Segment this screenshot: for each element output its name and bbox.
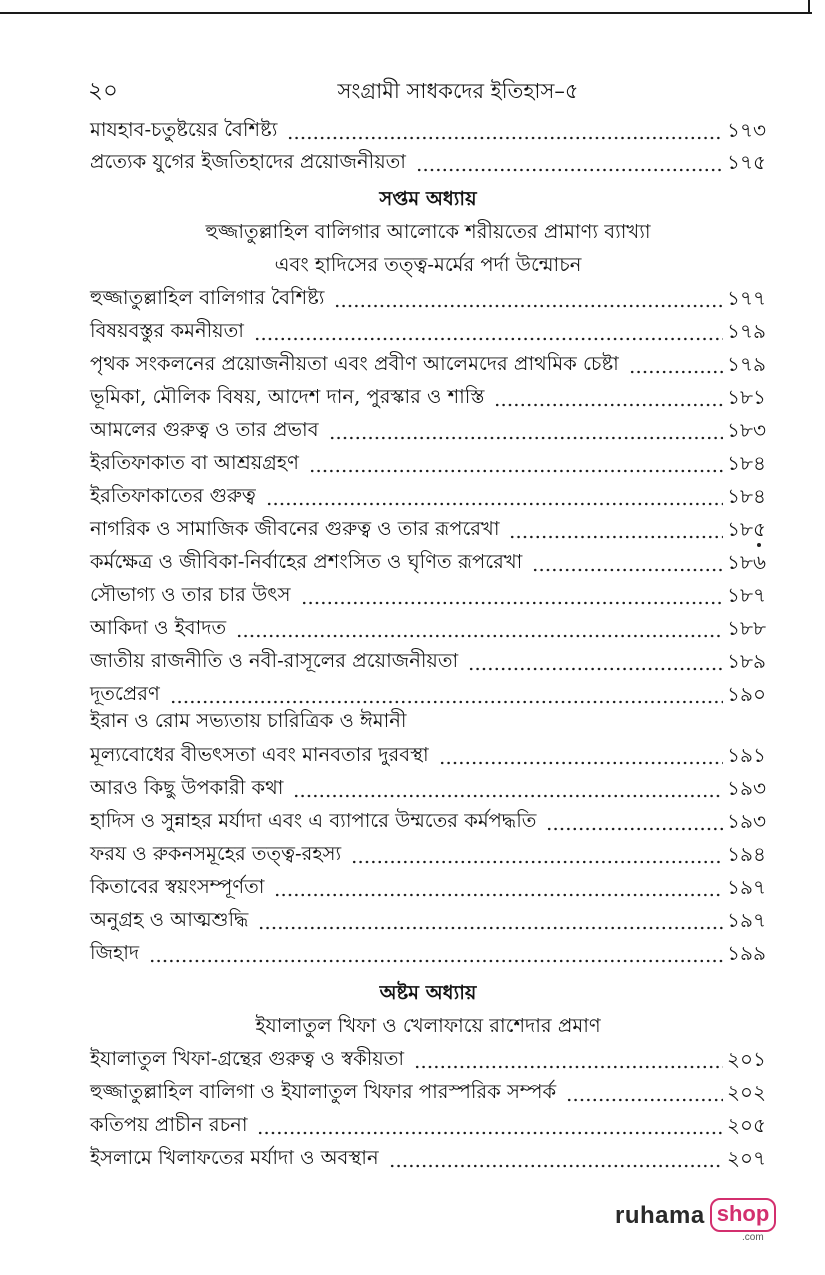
chapter-subtitle: হুজ্জাতুল্লাহিল বালিগার আলোকে শরীয়তের প্রামাণ্য ব্যাখ্যা: [205, 220, 651, 243]
page-header: [88, 74, 768, 110]
toc-entry: প্রত্যেক যুগের ইজতিহাদের প্রয়োজনীয়তা ১৭৫: [90, 145, 766, 177]
toc-entry: হুজ্জাতুল্লাহিল বালিগার বৈশিষ্ট্য ১৭৭: [90, 281, 766, 313]
dot-leader: [149, 938, 723, 968]
chapter-heading: অষ্টম অধ্যায়: [379, 981, 477, 1004]
dot-leader: [468, 646, 723, 676]
watermark-shop-badge: shop: [710, 1198, 776, 1232]
toc-entry: ইরতিফাকাতের গুরুত্ব ১৮৪: [90, 479, 766, 511]
dot-leader: [293, 773, 723, 803]
toc-entry: মূল্যবোধের বীভৎসতা এবং মানবতার দুরবস্থা ১৯১: [90, 738, 766, 770]
toc-entry: বিষয়বস্তুর কমনীয়তা ১৭৯: [90, 314, 766, 346]
page-corner-mark: [808, 0, 810, 14]
dot-leader: [236, 613, 723, 643]
toc-entry: হুজ্জাতুল্লাহিল বালিগা ও ইযালাতুল খিফার পারস্পরিক সম্পর্ক ২০২: [90, 1075, 766, 1107]
print-speck: [757, 543, 761, 547]
dot-leader: [287, 115, 723, 145]
toc-entry: ইসলামে খিলাফতের মর্যাদা ও অবস্থান ২০৭: [90, 1141, 766, 1173]
toc-entry: আকিদা ও ইবাদত ১৮৮: [90, 611, 766, 643]
dot-leader: [254, 316, 723, 346]
dot-leader: [329, 415, 723, 445]
dot-leader: [416, 147, 723, 177]
toc-entry: ফরয ও রুকনসমূহের তত্ত্ব-রহস্য ১৯৪: [90, 837, 766, 869]
toc-entry: কতিপয় প্রাচীন রচনা ২০৫: [90, 1108, 766, 1140]
dot-leader: [257, 1110, 723, 1140]
toc-entry: আমলের গুরুত্ব ও তার প্রভাব ১৮৩: [90, 413, 766, 445]
toc-entry: ইযালাতুল খিফা-গ্রন্থের গুরুত্ব ও স্বকীয়তা ২০১: [90, 1042, 766, 1074]
toc-entry: ইরতিফাকাত বা আশ্রয়গ্রহণ ১৮৪: [90, 446, 766, 478]
toc-entry: কিতাবের স্বয়ংসম্পূর্ণতা ১৯৭: [90, 870, 766, 902]
toc-entry: সৌভাগ্য ও তার চার উৎস ১৮৭: [90, 578, 766, 610]
dot-leader: [509, 514, 723, 544]
ruhamashop-watermark-logo: [615, 1198, 783, 1242]
dot-leader: [494, 382, 723, 412]
toc-entry: কর্মক্ষেত্র ও জীবিকা-নির্বাহের প্রশংসিত ও ঘৃণিত রূপরেখা ১৮৬: [90, 545, 766, 577]
chapter-heading: সপ্তম অধ্যায়: [379, 187, 477, 210]
chapter-subtitle: ইযালাতুল খিফা ও খেলাফায়ে রাশেদার প্রমাণ: [255, 1014, 601, 1037]
toc-entry: ভূমিকা, মৌলিক বিষয়, আদেশ দান, পুরস্কার ও শাস্তি ১৮১: [90, 380, 766, 412]
toc-entry: দূতপ্রেরণ ১৯০: [90, 677, 766, 709]
toc-entry: পৃথক সংকলনের প্রয়োজনীয়তা এবং প্রবীণ আলেমদের প্রাথমিক চেষ্টা ১৭৯: [90, 347, 766, 379]
dot-leader: [414, 1044, 723, 1074]
dot-leader: [258, 905, 723, 935]
dot-leader: [301, 580, 723, 610]
dot-leader: [266, 481, 723, 511]
watermark-domain: .com: [742, 1232, 764, 1243]
toc-entry: আরও কিছু উপকারী কথা ১৯৩: [90, 771, 766, 803]
dot-leader: [532, 547, 723, 577]
dot-leader: [334, 283, 723, 313]
chapter-subtitle: এবং হাদিসের তত্ত্ব-মর্মের পর্দা উন্মোচন: [274, 253, 582, 276]
running-title: সংগ্রামী সাধকদের ইতিহাস–৫: [337, 79, 579, 103]
dot-leader: [566, 1077, 723, 1107]
watermark-brand-text: ruhama: [615, 1202, 705, 1229]
page-number: ২০: [88, 78, 118, 104]
dot-leader: [389, 1143, 723, 1173]
toc-entry: জাতীয় রাজনীতি ও নবী-রাসূলের প্রয়োজনীয়তা ১৮৯: [90, 644, 766, 676]
toc-entry: নাগরিক ও সামাজিক জীবনের গুরুত্ব ও তার রূপরেখা ১৮৫: [90, 512, 766, 544]
dot-leader: [351, 839, 723, 869]
dot-leader: [546, 806, 723, 836]
dot-leader: [274, 872, 723, 902]
toc-entry: মাযহাব-চতুষ্টয়ের বৈশিষ্ট্য ১৭৩: [90, 113, 766, 145]
toc-entry: জিহাদ ১৯৯: [90, 936, 766, 968]
toc-entry: হাদিস ও সুন্নাহর মর্যাদা এবং এ ব্যাপারে উম্মতের কর্মপদ্ধতি ১৯৩: [90, 804, 766, 836]
dot-leader: [170, 679, 723, 709]
toc-entry: অনুগ্রহ ও আত্মশুদ্ধি ১৯৭: [90, 903, 766, 935]
dot-leader: [309, 448, 723, 478]
toc-entry-line1: ইরান ও রোম সভ্যতায় চারিত্রিক ও ঈমানী: [90, 709, 407, 732]
dot-leader: [629, 349, 723, 379]
dot-leader: [439, 740, 723, 770]
top-border-line: [0, 12, 812, 14]
